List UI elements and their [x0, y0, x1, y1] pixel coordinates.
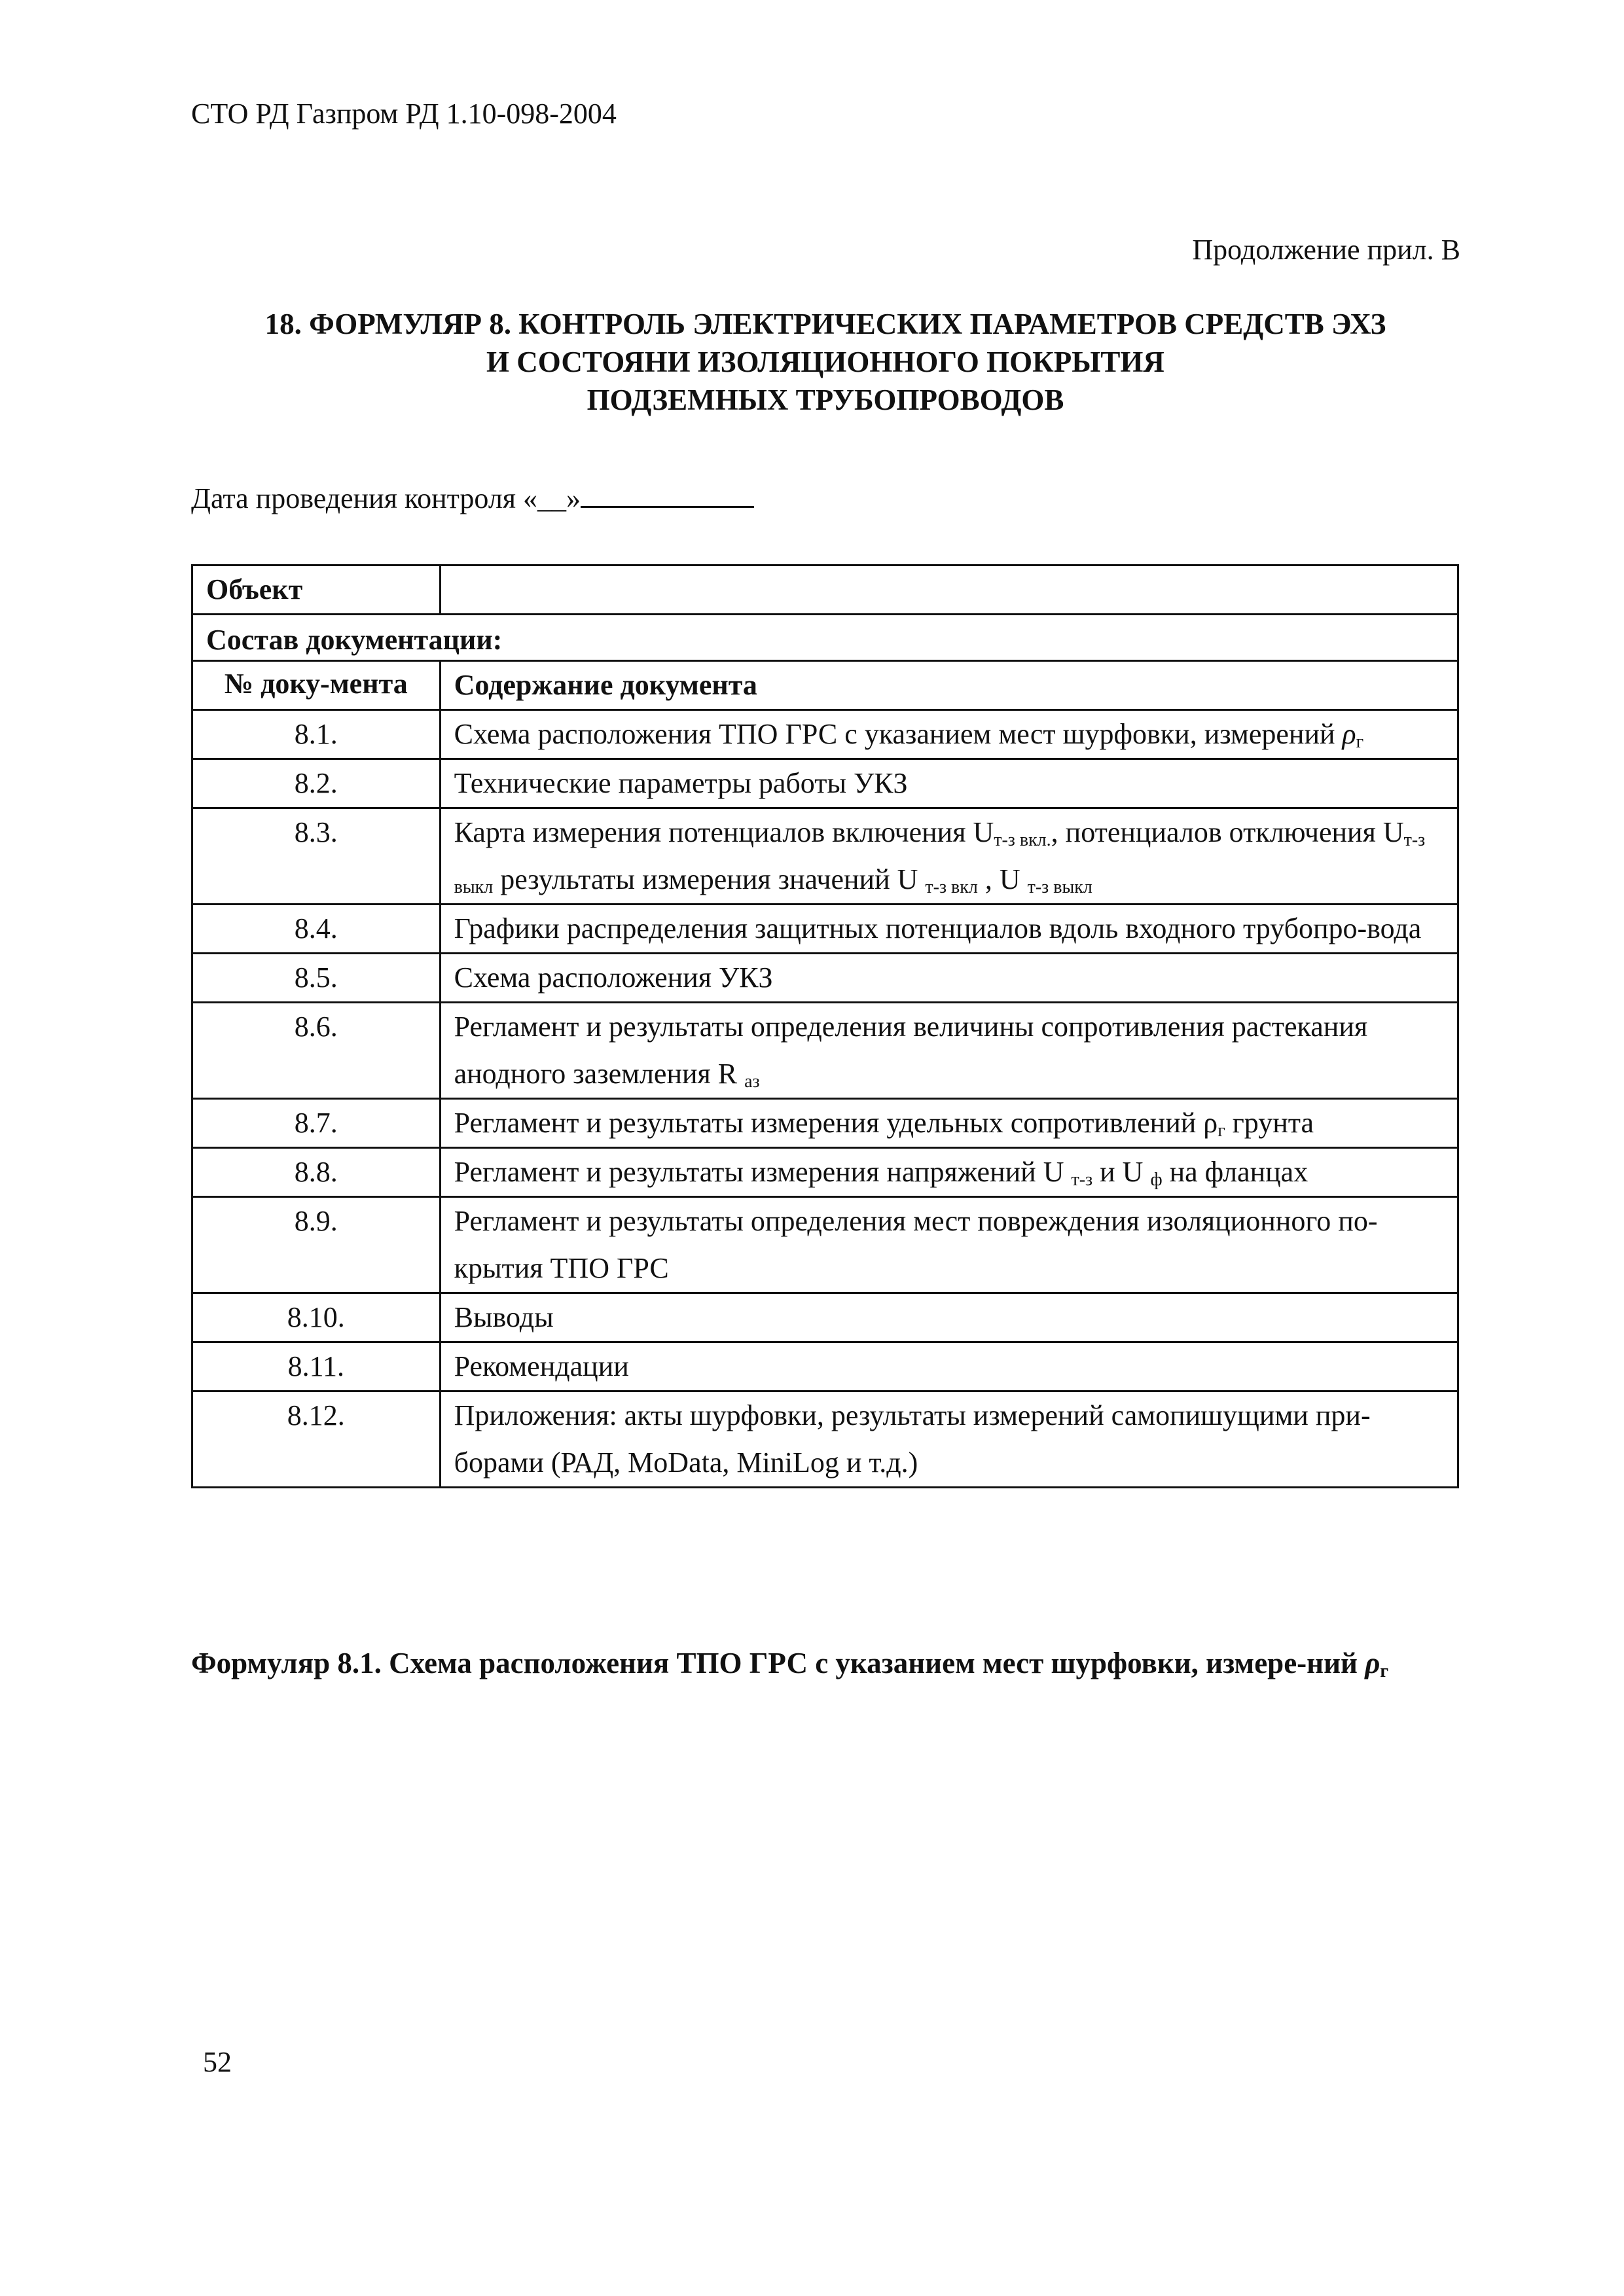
- page-number: 52: [203, 2046, 232, 2078]
- document-number: 8.5.: [192, 954, 441, 1003]
- rho-symbol: ρ: [1342, 718, 1356, 750]
- content-text: и U: [1092, 1156, 1151, 1188]
- object-row: [192, 565, 1458, 615]
- content-text: Рекомендации: [454, 1350, 629, 1382]
- object-value: [440, 565, 1458, 615]
- form-caption-rho-sub: г: [1380, 1661, 1389, 1681]
- table-row: [192, 1003, 1458, 1099]
- table-row: [192, 710, 1458, 759]
- form-caption-text: Формуляр 8.1. Схема расположения ТПО ГРС с указанием мест шурфовки, измере-ний: [191, 1647, 1365, 1679]
- column-header-content: Содержание документа: [440, 661, 1458, 710]
- table-row: [192, 1342, 1458, 1391]
- content-text: Регламент и результаты определения мест повреждения изоляционного по-крытия ТПО ГРС: [454, 1205, 1378, 1284]
- content-text: Карта измерения потенциалов включения U: [454, 816, 994, 848]
- content-text: Графики распределения защитных потенциалов вдоль входного трубопро-вода: [454, 912, 1422, 944]
- table-row: [192, 1197, 1458, 1293]
- form-caption-rho: ρ: [1365, 1647, 1380, 1679]
- table-row: [192, 954, 1458, 1003]
- inspection-date-line: [191, 481, 754, 515]
- document-number: 8.12.: [192, 1391, 441, 1488]
- appendix-continuation: Продолжение прил. В: [1192, 234, 1460, 266]
- table-row: [192, 1099, 1458, 1148]
- content-text: Схема расположения УКЗ: [454, 961, 773, 994]
- content-text: результаты измерения значений U: [493, 863, 926, 895]
- subscript: т-з вкл.: [994, 830, 1051, 850]
- table-row: [192, 1293, 1458, 1342]
- column-header-number: № доку-мента: [192, 661, 441, 710]
- document-content: [440, 1293, 1458, 1342]
- content-text: , U: [977, 863, 1028, 895]
- document-number: 8.3.: [192, 808, 441, 905]
- table-row: [192, 1148, 1458, 1197]
- subscript: т-з выкл: [454, 830, 1426, 897]
- content-text: Регламент и результаты измерения напряжений U: [454, 1156, 1072, 1188]
- document-number: 8.1.: [192, 710, 441, 759]
- subscript: г: [1218, 1121, 1225, 1141]
- document-content: [440, 905, 1458, 954]
- document-number: 8.7.: [192, 1099, 441, 1148]
- section-title-line-2: И СОСТОЯНИ ИЗОЛЯЦИОННОГО ПОКРЫТИЯ: [486, 346, 1164, 378]
- document-content: [440, 1197, 1458, 1293]
- document-code: СТО РД Газпром РД 1.10-098-2004: [191, 98, 617, 130]
- document-number: 8.4.: [192, 905, 441, 954]
- document-number: 8.11.: [192, 1342, 441, 1391]
- document-number: 8.10.: [192, 1293, 441, 1342]
- column-header-row: [192, 661, 1458, 710]
- document-content: [440, 954, 1458, 1003]
- content-text: Схема расположения ТПО ГРС с указанием мест шурфовки, измерений: [454, 718, 1343, 750]
- object-label: Объект: [192, 565, 441, 615]
- content-text: , потенциалов отключения U: [1051, 816, 1404, 848]
- content-text: Технические параметры работы УКЗ: [454, 767, 908, 799]
- documentation-label-row: [192, 615, 1458, 661]
- document-content: [440, 1003, 1458, 1099]
- form-caption: [191, 1636, 1460, 1690]
- content-text: грунта: [1225, 1107, 1314, 1139]
- document-content: [440, 759, 1458, 808]
- document-content: [440, 710, 1458, 759]
- subscript: ф: [1150, 1170, 1163, 1190]
- content-text: Регламент и результаты измерения удельных сопротивлений ρ: [454, 1107, 1218, 1139]
- subscript: т-з выкл: [1027, 877, 1092, 897]
- subscript: аз: [744, 1071, 760, 1092]
- table-row: [192, 1391, 1458, 1488]
- document-content: [440, 1148, 1458, 1197]
- document-number: 8.8.: [192, 1148, 441, 1197]
- content-text: Приложения: акты шурфовки, результаты измерений самопишущими при-борами (РАД, MoData, MiniLog и т.д.): [454, 1399, 1371, 1479]
- table-row: [192, 808, 1458, 905]
- document-content: [440, 1391, 1458, 1488]
- content-text: Выводы: [454, 1301, 554, 1333]
- section-title-line-1: 18. ФОРМУЛЯР 8. КОНТРОЛЬ ЭЛЕКТРИЧЕСКИХ ПАРАМЕТРОВ СРЕДСТВ ЭХЗ: [264, 308, 1386, 340]
- documentation-label: Состав документации:: [192, 615, 1458, 661]
- document-number: 8.9.: [192, 1197, 441, 1293]
- document-number: 8.6.: [192, 1003, 441, 1099]
- section-title: [191, 305, 1460, 419]
- content-text: Регламент и результаты определения величины сопротивления растекания анодного заземления R: [454, 1011, 1368, 1090]
- table-row: [192, 759, 1458, 808]
- document-content: [440, 1342, 1458, 1391]
- section-title-line-3: ПОДЗЕМНЫХ ТРУБОПРОВОДОВ: [586, 384, 1064, 416]
- inspection-date-blank: [581, 481, 754, 508]
- table-row: [192, 905, 1458, 954]
- subscript: т-з: [1071, 1170, 1093, 1190]
- document-number: 8.2.: [192, 759, 441, 808]
- document-content: [440, 808, 1458, 905]
- documentation-table: [191, 564, 1459, 1488]
- content-text: на фланцах: [1162, 1156, 1308, 1188]
- inspection-date-label: Дата проведения контроля «__»: [191, 482, 581, 514]
- subscript: г: [1356, 732, 1364, 752]
- subscript: т-з вкл: [925, 877, 978, 897]
- document-content: [440, 1099, 1458, 1148]
